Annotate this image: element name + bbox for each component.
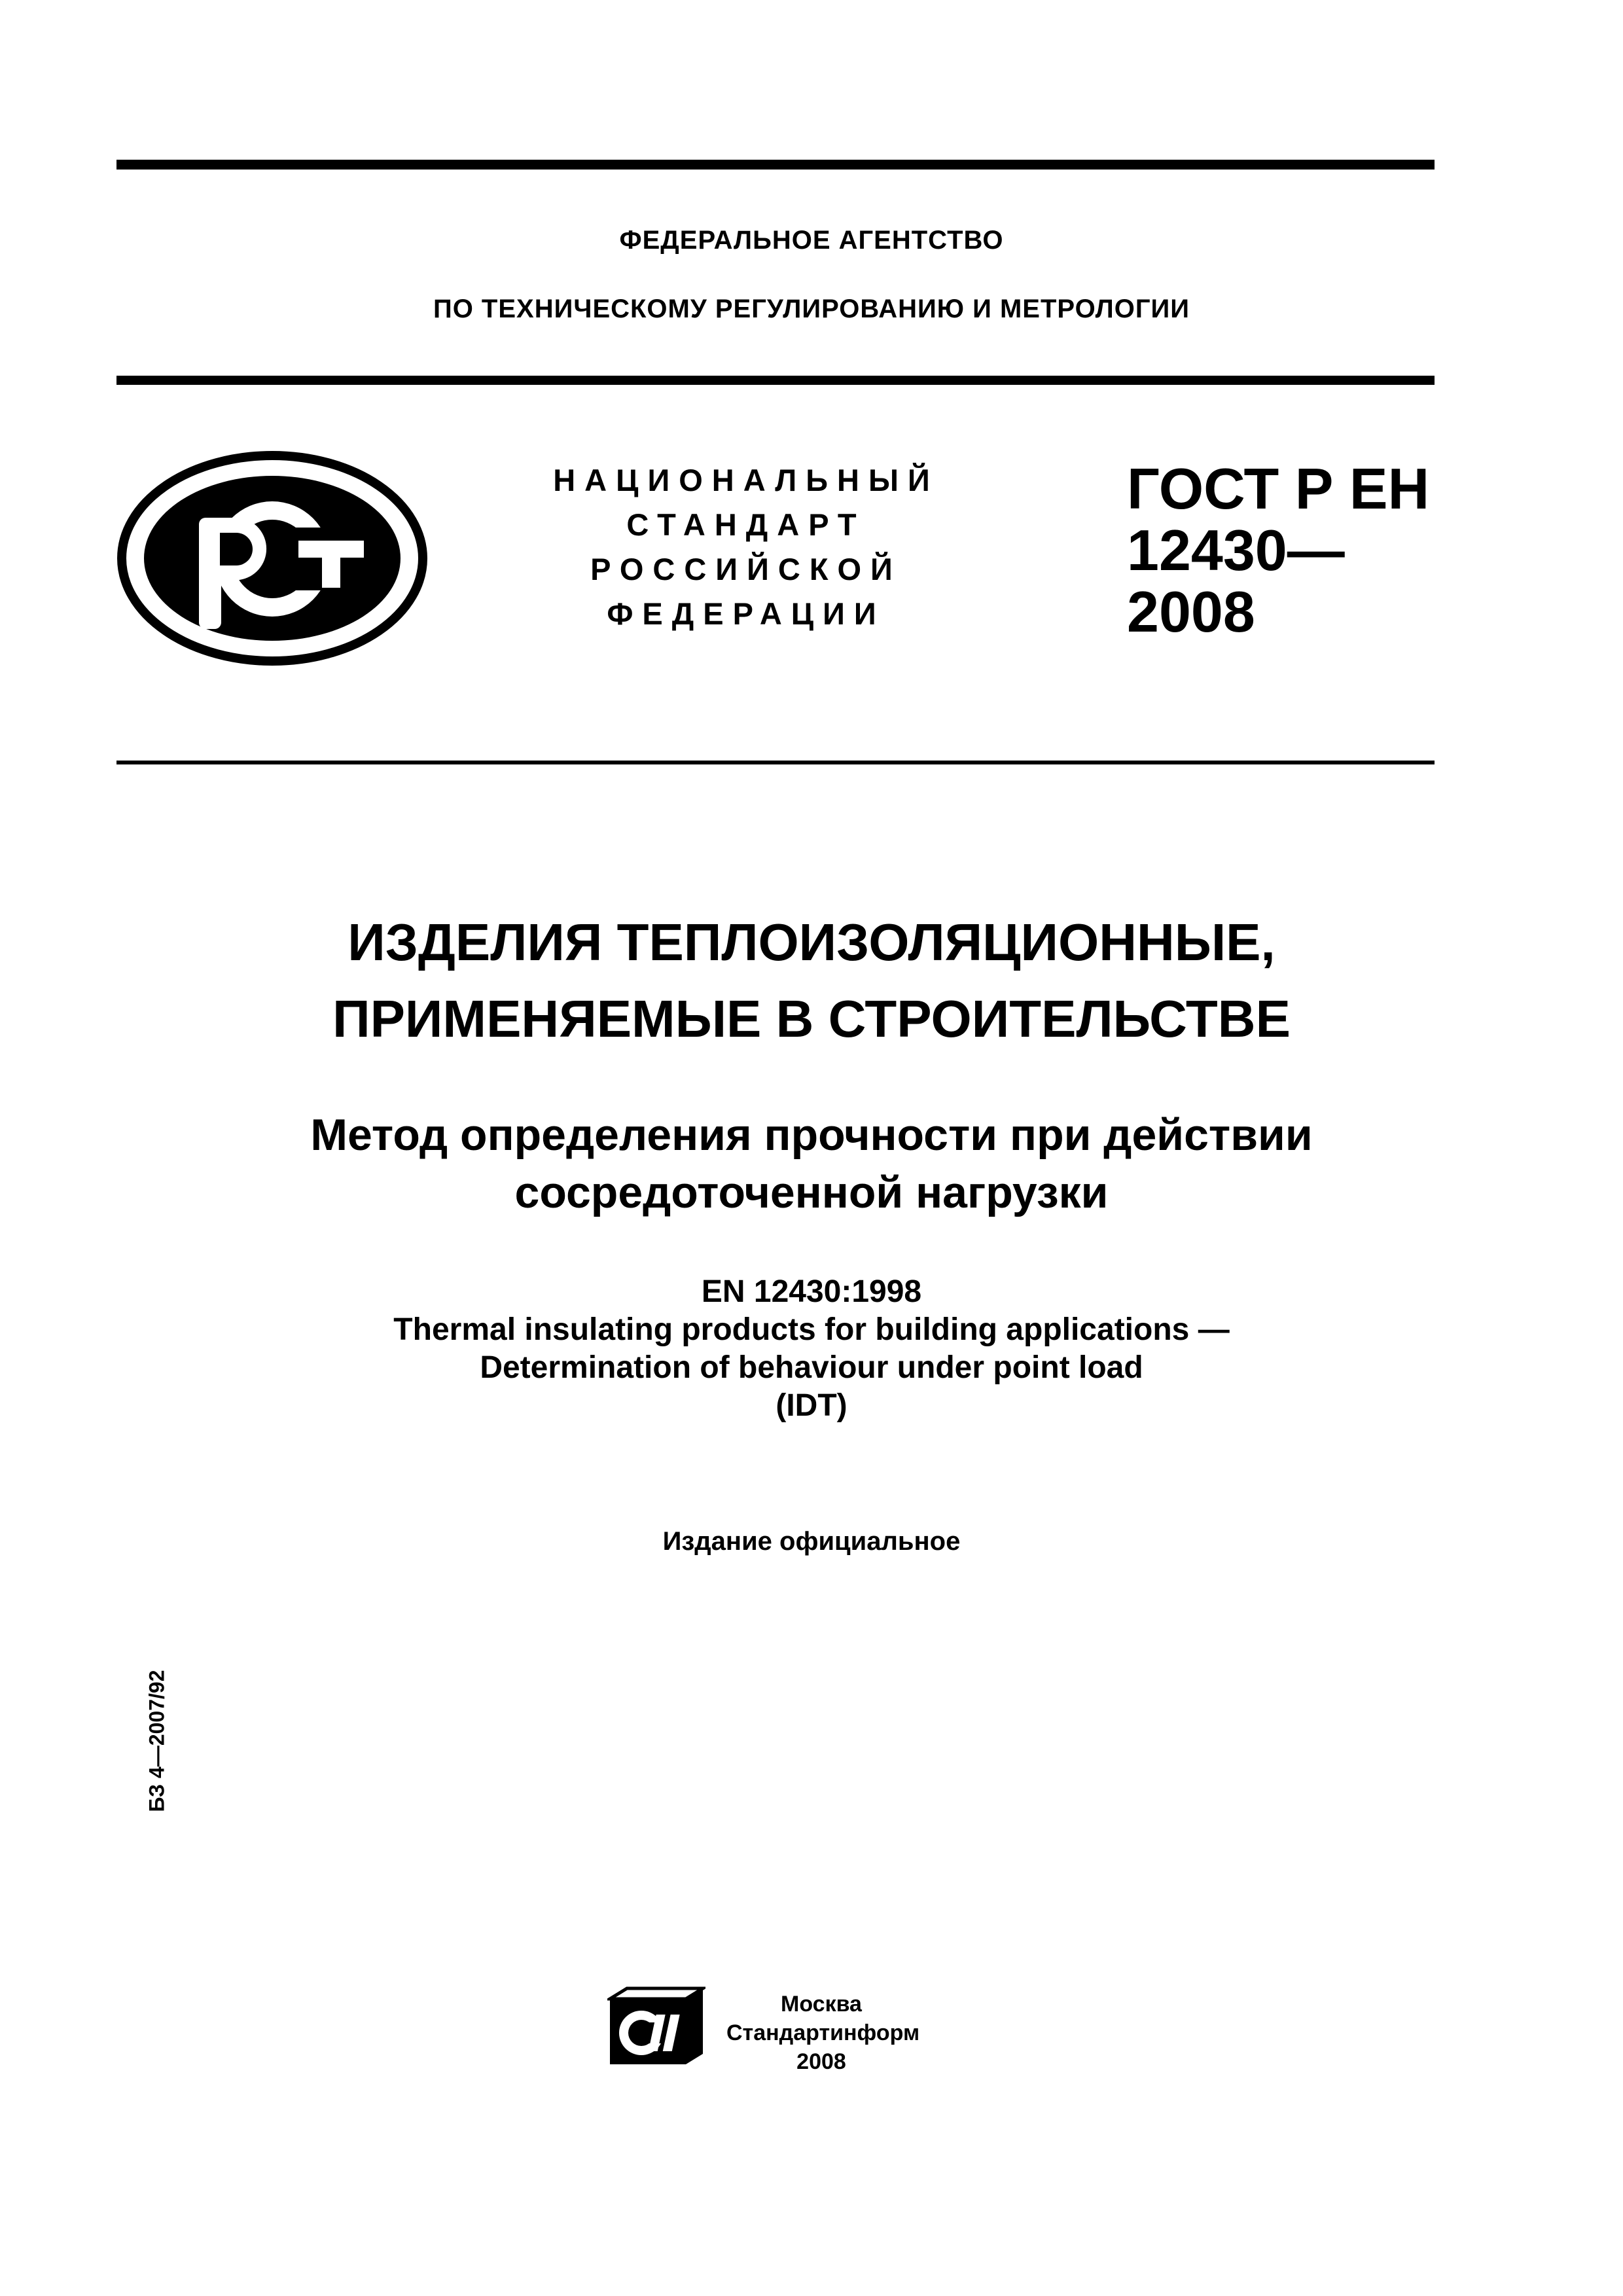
en-title-line-2: Determination of behaviour under point load: [480, 1350, 1143, 1385]
top-rule: [116, 160, 1435, 170]
en-title-line-1: Thermal insulating products for building applications —: [393, 1312, 1230, 1347]
title-line-2: ПРИМЕНЯЕМЫЕ В СТРОИТЕЛЬСТВЕ: [332, 990, 1291, 1048]
publisher-year: 2008: [796, 2049, 846, 2074]
edition-label: Издание официальное: [662, 1527, 961, 1556]
national-standard-line-1: НАЦИОНАЛЬНЫЙ: [553, 463, 939, 497]
banner-rule: [116, 761, 1435, 764]
publisher-city: Москва: [781, 1992, 862, 2017]
national-standard-line-2: СТАНДАРТ: [626, 507, 866, 542]
designation-line-1: ГОСТ Р ЕН: [1127, 456, 1430, 521]
publisher-name: Стандартинформ: [726, 2020, 920, 2045]
designation-line-2: 12430—: [1127, 518, 1345, 583]
en-idt: (IDT): [776, 1388, 847, 1423]
header-rule: [116, 376, 1435, 385]
publisher-logo: [607, 1986, 705, 2071]
title-line-1: ИЗДЕЛИЯ ТЕПЛОИЗОЛЯЦИОННЫЕ,: [348, 913, 1275, 971]
agency-line-1: ФЕДЕРАЛЬНОЕ АГЕНТСТВО: [619, 226, 1004, 255]
side-code: БЗ 4—2007/92: [145, 1670, 169, 1812]
national-standard-line-3: РОССИЙСКОЙ: [590, 552, 902, 586]
en-code: EN 12430:1998: [701, 1274, 922, 1309]
rst-certification-mark-icon: [115, 449, 429, 668]
designation-line-3: 2008: [1127, 579, 1255, 644]
national-standard-line-4: ФЕДЕРАЦИИ: [607, 596, 885, 631]
rst-logo: [115, 449, 429, 668]
subtitle-line-2: сосредоточенной нагрузки: [514, 1168, 1109, 1217]
subtitle-line-1: Метод определения прочности при действии: [310, 1110, 1313, 1160]
agency-line-2: ПО ТЕХНИЧЕСКОМУ РЕГУЛИРОВАНИЮ И МЕТРОЛОГИИ: [433, 295, 1190, 323]
standartinform-logo-icon: [607, 1986, 705, 2071]
